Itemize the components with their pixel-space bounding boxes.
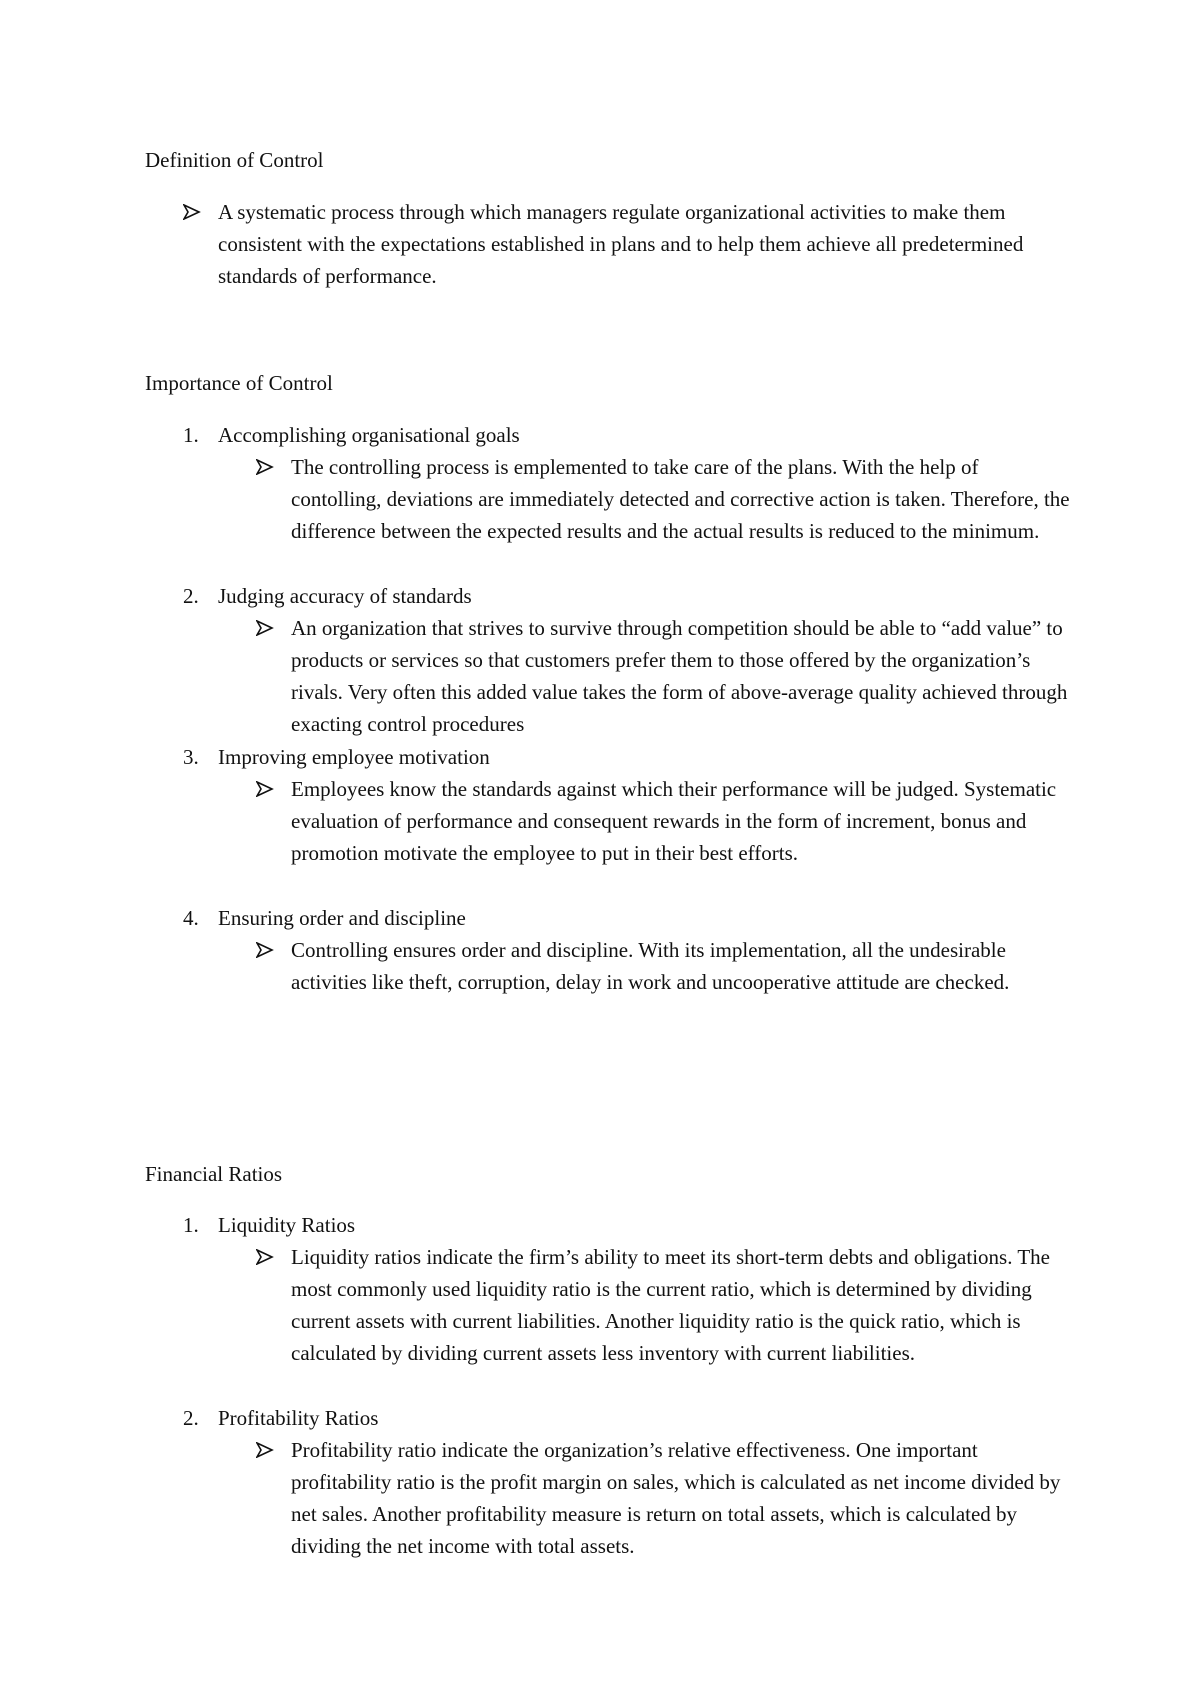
list-item-text: Liquidity ratios indicate the firm’s ability to meet its short-term debts and obligations. The most commonly used liquidity ratio is the current ratio, which is determined by dividing current assets with current liabilities. Another liquidity ratio is the quick ratio, which is calculated by dividing current assets less inventory with current liabilities. bbox=[291, 1245, 1050, 1365]
list-item-text: Controlling ensures order and discipline. With its implementation, all the undesirable activities like theft, corruption, delay in work and uncooperative attitude are checked. bbox=[291, 938, 1010, 994]
list-item-title: Ensuring order and discipline bbox=[218, 906, 466, 930]
list-number: 3. bbox=[183, 745, 199, 769]
list-number: 4. bbox=[183, 906, 199, 930]
list-item-title: Profitability Ratios bbox=[218, 1406, 379, 1430]
list-item-title: Liquidity Ratios bbox=[218, 1213, 356, 1237]
arrow-bullet-icon bbox=[256, 781, 274, 797]
arrow-bullet-icon bbox=[256, 1249, 274, 1265]
list-item-text: Employees know the standards against which their performance will be judged. Systematic evaluation of performance and consequent rewards in the form of increment, bonus and promotion motivate the employee to put in their best efforts. bbox=[291, 777, 1057, 865]
list-number: 1. bbox=[183, 1213, 199, 1237]
arrow-bullet-icon bbox=[183, 204, 201, 220]
list-item-text: The controlling process is emplemented to take care of the plans. With the help of contolling, deviations are immediately detected and corrective action is taken. Therefore, the difference between the expected results and the actual results is reduced to the minimum. bbox=[291, 455, 1070, 543]
section-heading-definition: Definition of Control bbox=[145, 148, 324, 172]
list-number: 2. bbox=[183, 1406, 199, 1430]
list-number: 2. bbox=[183, 584, 199, 608]
list-item-title: Accomplishing organisational goals bbox=[218, 423, 520, 447]
arrow-bullet-icon bbox=[256, 942, 274, 958]
list-item-title: Improving employee motivation bbox=[218, 745, 490, 769]
section-heading-importance: Importance of Control bbox=[145, 371, 333, 395]
list-item-title: Judging accuracy of standards bbox=[218, 584, 472, 608]
arrow-bullet-icon bbox=[256, 620, 274, 636]
list-item-text: Profitability ratio indicate the organization’s relative effectiveness. One important profitability ratio is the profit margin on sales, which is calculated as net income divided by net sales. Another profitability measure is return on total assets, which is calculated by dividing the net income with total assets. bbox=[291, 1438, 1061, 1558]
list-item-text: An organization that strives to survive through competition should be able to “add value” to products or services so that customers prefer them to those offered by the organization’s rivals. Very often this added value takes the form of above-average quality achieved through exacting control procedures bbox=[291, 616, 1068, 736]
list-number: 1. bbox=[183, 423, 199, 447]
section-heading-financial: Financial Ratios bbox=[145, 1162, 283, 1186]
arrow-bullet-icon bbox=[256, 459, 274, 475]
arrow-bullet-icon bbox=[256, 1442, 274, 1458]
definition-text: A systematic process through which managers regulate organizational activities to make them consistent with the expectations established in plans and to help them achieve all predetermined standards of performance. bbox=[218, 200, 1024, 288]
